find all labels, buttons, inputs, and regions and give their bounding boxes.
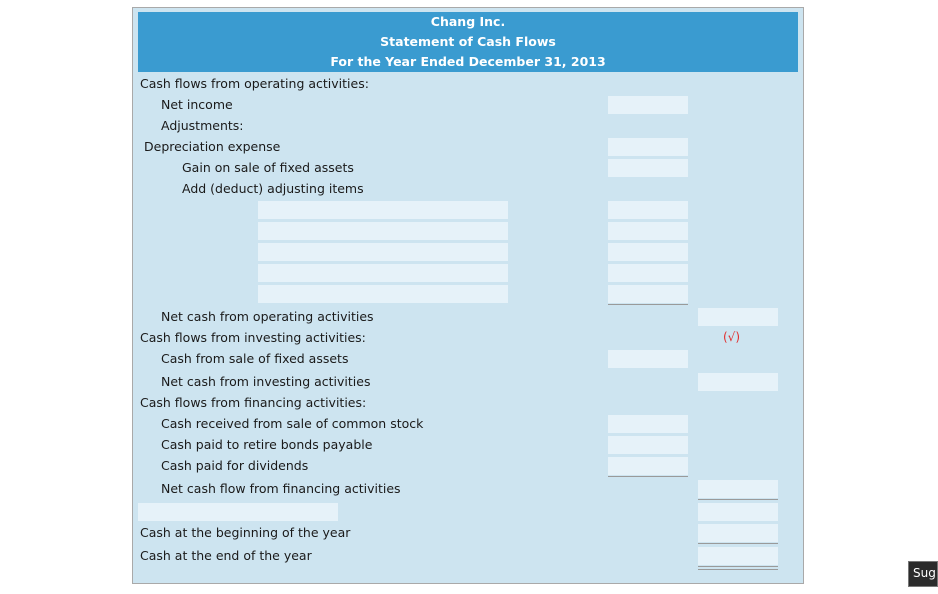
net-income-input[interactable] [608, 96, 688, 114]
add-deduct-label: Add (deduct) adjusting items [182, 181, 364, 196]
common-stock-label: Cash received from sale of common stock [161, 416, 424, 431]
adjustment-item-2-label-input[interactable] [258, 222, 508, 240]
net-income-label: Net income [161, 97, 233, 112]
statement-period: For the Year Ended December 31, 2013 [330, 54, 606, 69]
cash-beginning-line [698, 543, 778, 544]
net-change-amount-input[interactable] [698, 503, 778, 521]
suggest-button[interactable]: Sug [908, 561, 938, 587]
net-operating-input[interactable] [698, 308, 778, 326]
adjustment-item-1-label-input[interactable] [258, 201, 508, 219]
net-operating-label: Net cash from operating activities [161, 309, 374, 324]
cash-end-double-line-top [698, 566, 778, 567]
cash-beginning-label: Cash at the beginning of the year [140, 525, 351, 540]
adjustment-item-4-label-input[interactable] [258, 264, 508, 282]
statement-title: Statement of Cash Flows [380, 34, 556, 49]
dividends-input[interactable] [608, 457, 688, 475]
adjustment-item-4-amount-input[interactable] [608, 264, 688, 282]
adjustment-item-3-amount-input[interactable] [608, 243, 688, 261]
operating-subtotal-line [608, 304, 688, 305]
statement-header [138, 12, 798, 72]
sale-fixed-assets-input[interactable] [608, 350, 688, 368]
adjustments-label: Adjustments: [161, 118, 244, 133]
financing-heading: Cash flows from financing activities: [140, 395, 367, 410]
net-investing-label: Net cash from investing activities [161, 374, 371, 389]
check-mark: (√) [723, 330, 741, 344]
gain-label: Gain on sale of fixed assets [182, 160, 354, 175]
operating-heading: Cash flows from operating activities: [140, 76, 369, 91]
financing-subtotal-line [608, 476, 688, 477]
retire-bonds-input[interactable] [608, 436, 688, 454]
depreciation-input[interactable] [608, 138, 688, 156]
adjustment-item-2-amount-input[interactable] [608, 222, 688, 240]
common-stock-input[interactable] [608, 415, 688, 433]
cash-end-label: Cash at the end of the year [140, 548, 312, 563]
gain-input[interactable] [608, 159, 688, 177]
depreciation-label: Depreciation expense [144, 139, 281, 154]
sale-fixed-assets-label: Cash from sale of fixed assets [161, 351, 349, 366]
net-investing-input[interactable] [698, 373, 778, 391]
net-change-label-input[interactable] [138, 503, 338, 521]
adjustment-item-3-label-input[interactable] [258, 243, 508, 261]
cash-end-input[interactable] [698, 547, 778, 565]
company-name: Chang Inc. [430, 14, 506, 29]
dividends-label: Cash paid for dividends [161, 458, 309, 473]
net-financing-label: Net cash flow from financing activities [161, 481, 401, 496]
cash-beginning-input[interactable] [698, 524, 778, 542]
net-financing-input[interactable] [698, 480, 778, 498]
retire-bonds-label: Cash paid to retire bonds payable [161, 437, 373, 452]
adjustment-item-5-label-input[interactable] [258, 285, 508, 303]
cash-end-double-line-bottom [698, 569, 778, 570]
adjustment-item-5-amount-input[interactable] [608, 285, 688, 303]
adjustment-item-1-amount-input[interactable] [608, 201, 688, 219]
investing-heading: Cash flows from investing activities: [140, 330, 366, 345]
financing-total-line [698, 499, 778, 500]
